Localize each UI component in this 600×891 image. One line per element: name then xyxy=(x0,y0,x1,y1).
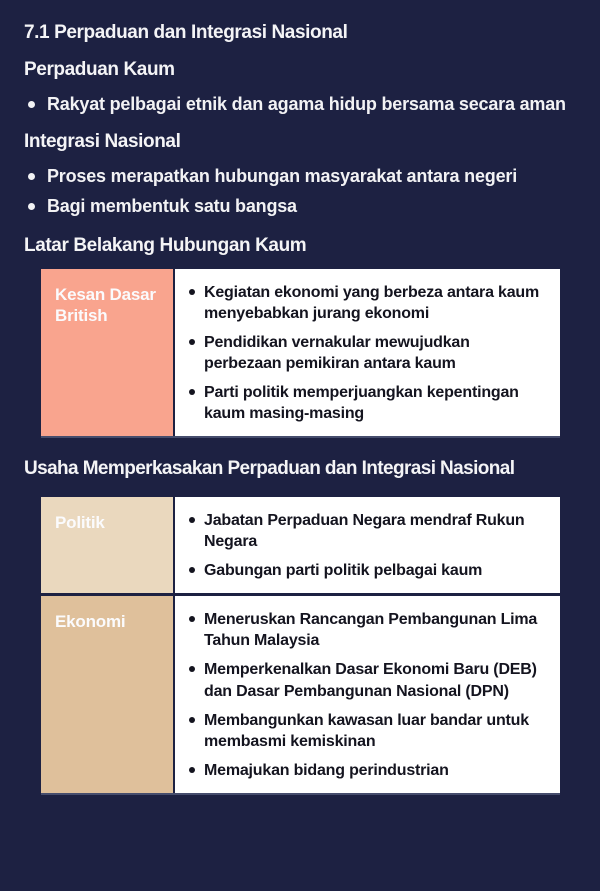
table-list-item xyxy=(187,332,546,374)
bullet-icon xyxy=(189,339,195,345)
section-heading-integrasi-nasional: Integrasi Nasional xyxy=(24,131,181,153)
table-label: Politik xyxy=(55,512,105,532)
section-heading-perpaduan-kaum: Perpaduan Kaum xyxy=(24,59,175,81)
table-item-text: Parti politik memperjuangkan kepentingan kaum masing-masing xyxy=(204,384,519,423)
table-label-cell xyxy=(41,497,173,593)
bullet-icon xyxy=(189,767,195,773)
bullet-icon xyxy=(189,517,195,523)
bullet-icon xyxy=(28,101,35,108)
table-row xyxy=(41,269,560,437)
perpaduan-kaum-list xyxy=(24,93,576,116)
bullet-icon xyxy=(189,666,195,672)
latar-belakang-table xyxy=(41,269,560,437)
bullet-icon xyxy=(189,389,195,395)
section-heading-latar-belakang: Latar Belakang Hubungan Kaum xyxy=(24,235,307,257)
table-label-cell xyxy=(41,596,173,793)
table-content-cell xyxy=(173,269,560,437)
table-label: Ekonomi xyxy=(55,612,126,632)
table-item-text: Gabungan parti politik pelbagai kaum xyxy=(204,562,483,580)
bullet-icon xyxy=(189,616,195,622)
bullet-icon xyxy=(28,173,35,180)
table-row xyxy=(41,593,560,793)
bullet-icon xyxy=(28,203,35,210)
section-heading-usaha: Usaha Memperkasakan Perpaduan dan Integrasi Nasional xyxy=(24,458,515,480)
table-item-text: Kegiatan ekonomi yang berbeza antara kaum menyebabkan jurang ekonomi xyxy=(204,283,540,322)
list-item xyxy=(24,165,576,188)
table-item-text: Jabatan Perpaduan Negara mendraf Rukun Negara xyxy=(204,511,525,550)
table-item-text: Pendidikan vernakular mewujudkan perbezaan pemikiran antara kaum xyxy=(204,334,470,373)
usaha-table xyxy=(41,497,560,793)
list-item xyxy=(24,93,576,116)
table-list-item xyxy=(187,710,546,752)
table-content-cell xyxy=(173,497,560,593)
table-item-text: Memajukan bidang perindustrian xyxy=(204,761,449,779)
list-item xyxy=(24,195,576,218)
table-item-text: Memperkenalkan Dasar Ekonomi Baru (DEB) dan Dasar Pembangunan Nasional (DPN) xyxy=(204,661,537,700)
table-content-cell xyxy=(173,596,560,793)
table-list-item xyxy=(187,659,546,701)
table-list-item xyxy=(187,609,546,651)
table-row xyxy=(41,497,560,593)
table-item-text: Meneruskan Rancangan Pembangunan Lima Tahun Malaysia xyxy=(204,611,538,650)
table-list-item xyxy=(187,560,546,581)
integrasi-nasional-list xyxy=(24,165,576,219)
table-item-text: Membangunkan kawasan luar bandar untuk membasmi kemiskinan xyxy=(204,711,529,750)
bullet-text: Proses merapatkan hubungan masyarakat antara negeri xyxy=(47,165,517,186)
bullet-icon xyxy=(189,289,195,295)
bullet-text: Rakyat pelbagai etnik dan agama hidup bersama secara aman xyxy=(47,93,566,114)
table-label: Kesan Dasar British xyxy=(55,284,156,326)
table-list-item xyxy=(187,510,546,552)
bullet-icon xyxy=(189,717,195,723)
bullet-icon xyxy=(189,567,195,573)
table-list-item xyxy=(187,760,546,781)
table-list-item xyxy=(187,282,546,324)
table-label-cell xyxy=(41,269,173,437)
table-list-item xyxy=(187,382,546,424)
bullet-text: Bagi membentuk satu bangsa xyxy=(47,196,297,216)
page-title: 7.1 Perpaduan dan Integrasi Nasional xyxy=(24,22,348,43)
